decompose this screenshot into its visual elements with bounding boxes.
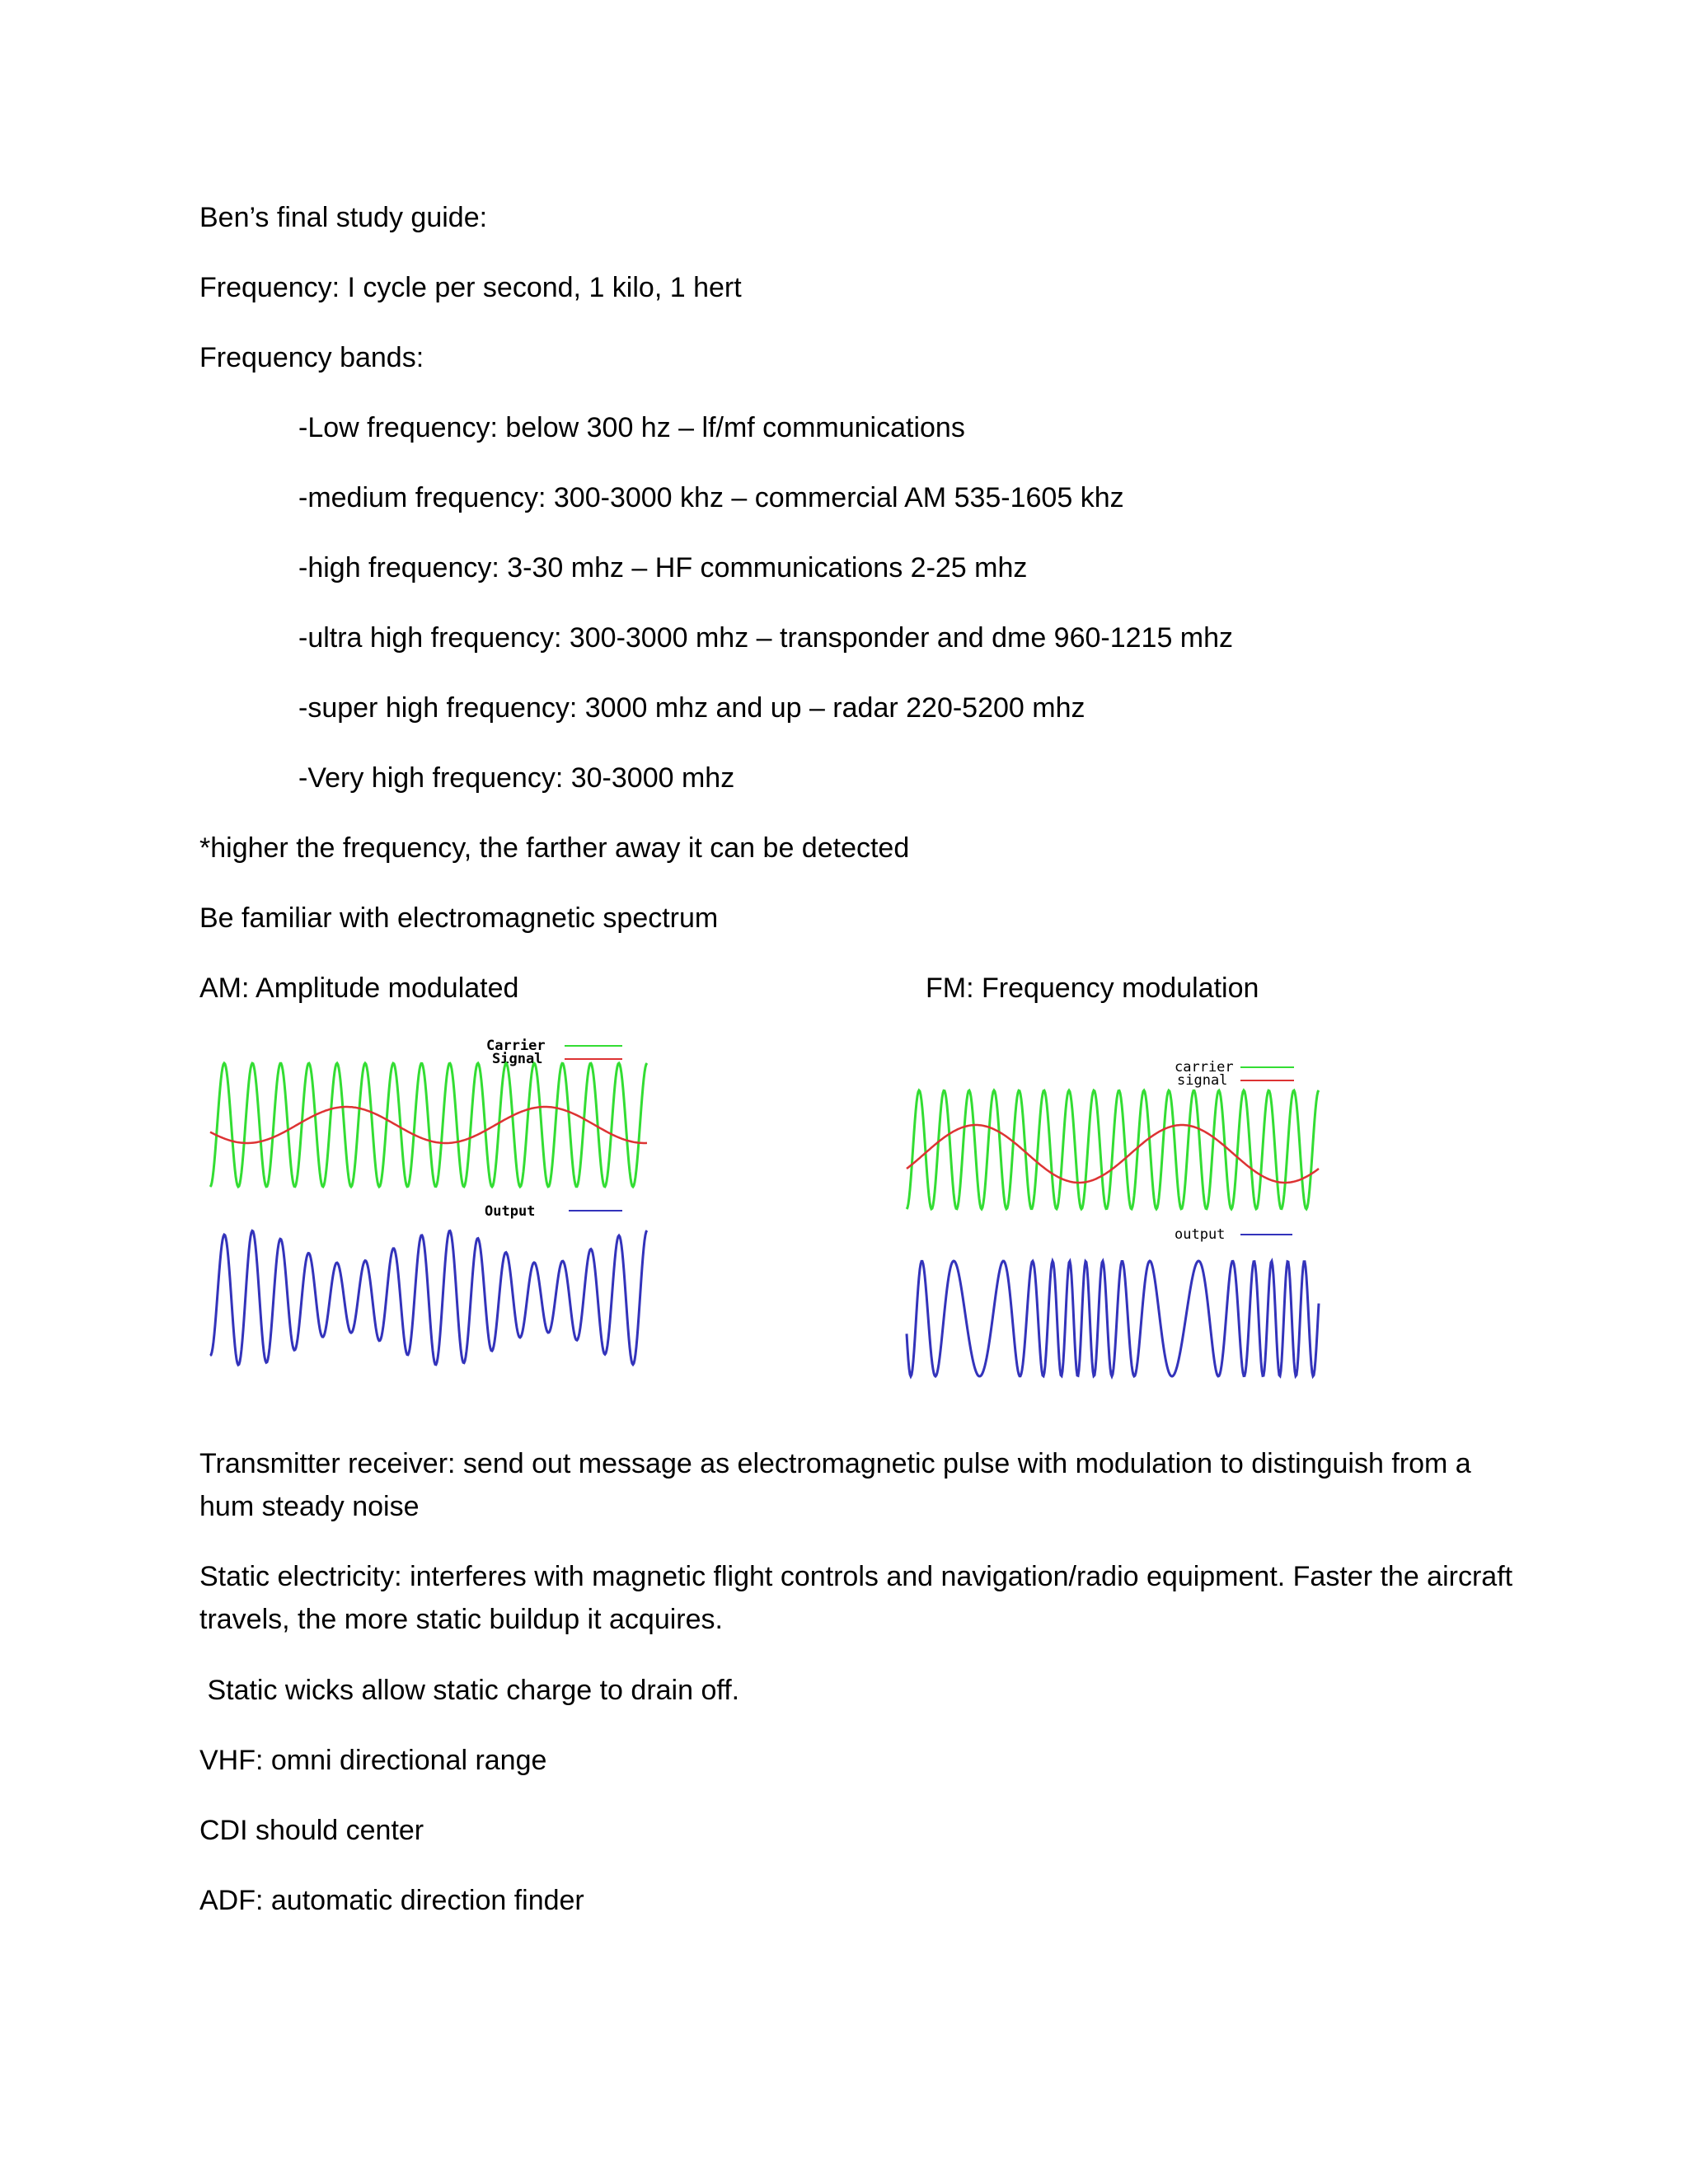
fm-waveform-svg (898, 1059, 1343, 1380)
fm-heading: FM: Frequency modulation (926, 972, 1259, 1004)
vhf-line: VHF: omni directional range (199, 1745, 547, 1776)
am-waveform-svg (202, 1034, 663, 1380)
frequency-definition: Frequency: I cycle per second, 1 kilo, 1 hert (199, 272, 742, 303)
am-legend-signal-label: Signal (492, 1051, 543, 1067)
band-ultra-high: -ultra high frequency: 300-3000 mhz – transponder and dme 960-1215 mhz (298, 622, 1234, 654)
band-low: -Low frequency: below 300 hz – lf/mf communications (298, 412, 965, 443)
page-title: Ben’s final study guide: (199, 202, 488, 233)
fm-waveform-figure (898, 1059, 1343, 1380)
am-waveform-figure (202, 1034, 663, 1380)
static-wicks: Static wicks allow static charge to drain off. (199, 1675, 740, 1706)
cdi-line: CDI should center (199, 1815, 424, 1846)
fm-legend-carrier-label: carrier (1175, 1059, 1234, 1076)
fm-legend-signal-label: signal (1177, 1072, 1228, 1089)
band-high: -high frequency: 3-30 mhz – HF communications 2-25 mhz (298, 552, 1028, 583)
band-super-high: -super high frequency: 3000 mhz and up – radar 220-5200 mhz (298, 692, 1085, 724)
note-spectrum: Be familiar with electromagnetic spectrum (199, 902, 719, 934)
am-legend-output-label: Output (485, 1203, 536, 1220)
transmitter-receiver: Transmitter receiver: send out message as electromagnetic pulse with modulation to distinguish from a hum steady noise (199, 1448, 1471, 1522)
note-higher-frequency: *higher the frequency, the farther away it can be detected (199, 832, 910, 864)
am-output-wave (210, 1230, 647, 1365)
adf-line: ADF: automatic direction finder (199, 1885, 584, 1916)
band-medium: -medium frequency: 300-3000 khz – commercial AM 535-1605 khz (298, 482, 1124, 513)
band-very-high: -Very high frequency: 30-3000 mhz (298, 762, 735, 794)
am-heading: AM: Amplitude modulated (199, 972, 519, 1004)
fm-legend-output-label: output (1175, 1226, 1226, 1243)
fm-carrier-wave (907, 1090, 1319, 1209)
bands-heading: Frequency bands: (199, 342, 424, 373)
fm-output-wave (907, 1261, 1319, 1376)
static-electricity: Static electricity: interferes with magnetic flight controls and navigation/radio equipment. Faster the aircraft travels, the more static buildup it acquires. (199, 1561, 1513, 1635)
am-legend-carrier-label: Carrier (486, 1038, 546, 1054)
am-carrier-wave (210, 1063, 647, 1187)
